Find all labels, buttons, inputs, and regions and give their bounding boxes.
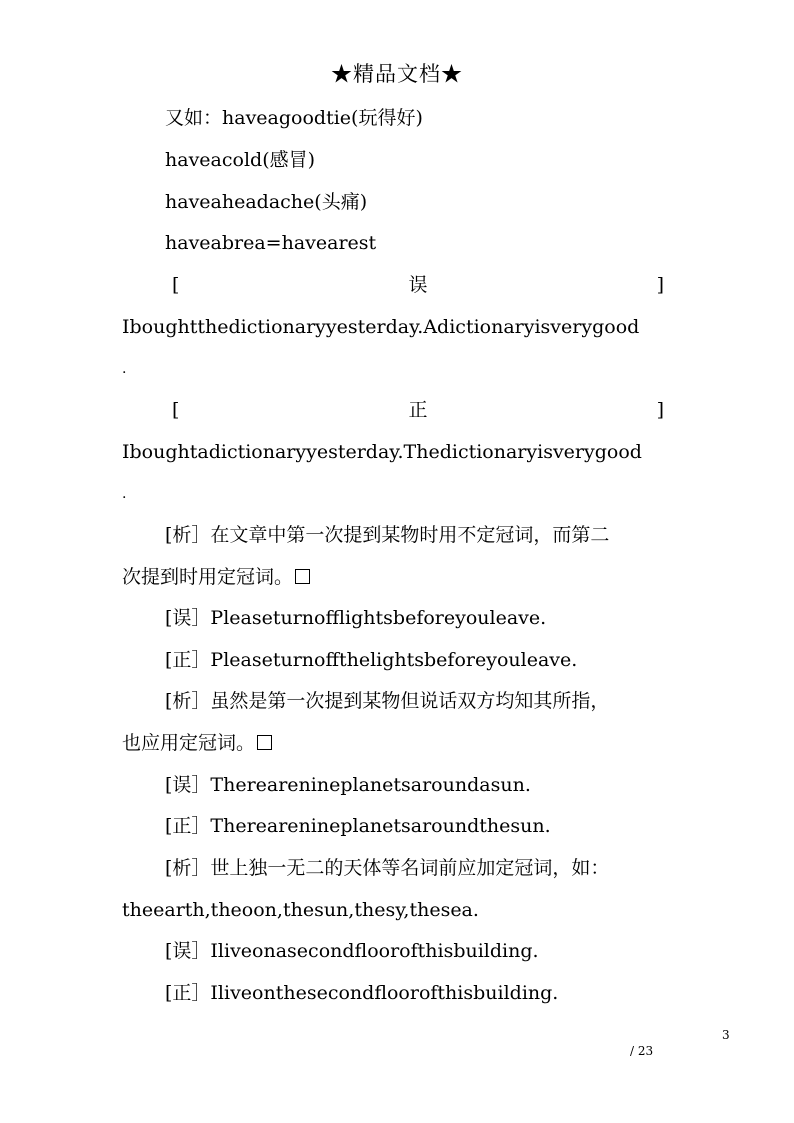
page-number: 3	[722, 1028, 730, 1042]
text-span: 次提到时用定冠词。	[122, 566, 294, 588]
square-glyph-icon	[295, 569, 310, 584]
text-line: [误］Iliveonasecondfloorofthisbuilding.	[165, 940, 539, 962]
left-bracket: [	[172, 399, 180, 421]
square-glyph-icon	[257, 735, 272, 750]
text-line: Iboughtadictionaryyesterday.Thedictionaryisverygood	[122, 441, 642, 463]
text-line	[122, 565, 310, 589]
error-label: 误	[408, 274, 428, 296]
left-bracket: [	[172, 274, 180, 296]
text-line: [正］Pleaseturnoffthelightsbeforeyouleave.	[165, 649, 578, 671]
period-mark: .	[122, 486, 127, 502]
right-bracket: ]	[656, 399, 664, 421]
text-line: [析］世上独一无二的天体等名词前应加定冠词，如：	[165, 857, 610, 879]
text-line: 又如：haveagoodtie(玩得好)	[165, 107, 423, 129]
text-line: theearth,theoon,thesun,thesy,thesea.	[122, 899, 479, 921]
page-total: / 23	[630, 1044, 654, 1058]
text-line: Iboughtthedictionaryyesterday.Adictionaryisverygood	[122, 316, 640, 338]
text-line: [正］Iliveonthesecondfloorofthisbuilding.	[165, 982, 559, 1004]
right-bracket: ]	[656, 274, 664, 296]
text-line: [析］在文章中第一次提到某物时用不定冠词，而第二	[165, 524, 610, 546]
text-line: [正］Therearenineplanetsaroundthesun.	[165, 815, 551, 837]
text-line	[122, 731, 272, 755]
correct-label: 正	[408, 399, 428, 421]
document-header: ★精品文档★	[331, 62, 463, 86]
text-line: haveacold(感冒)	[165, 149, 316, 171]
text-line: [误］Therearenineplanetsaroundasun.	[165, 774, 531, 796]
period-mark: .	[122, 361, 127, 377]
text-line: haveabrea=havearest	[165, 232, 377, 254]
text-line: haveaheadache(头痛)	[165, 191, 368, 213]
text-line: [误］Pleaseturnofflightsbeforeyouleave.	[165, 607, 547, 629]
text-span: 也应用定冠词。	[122, 732, 256, 754]
text-line: [析］虽然是第一次提到某物但说话双方均知其所指，	[165, 690, 610, 712]
